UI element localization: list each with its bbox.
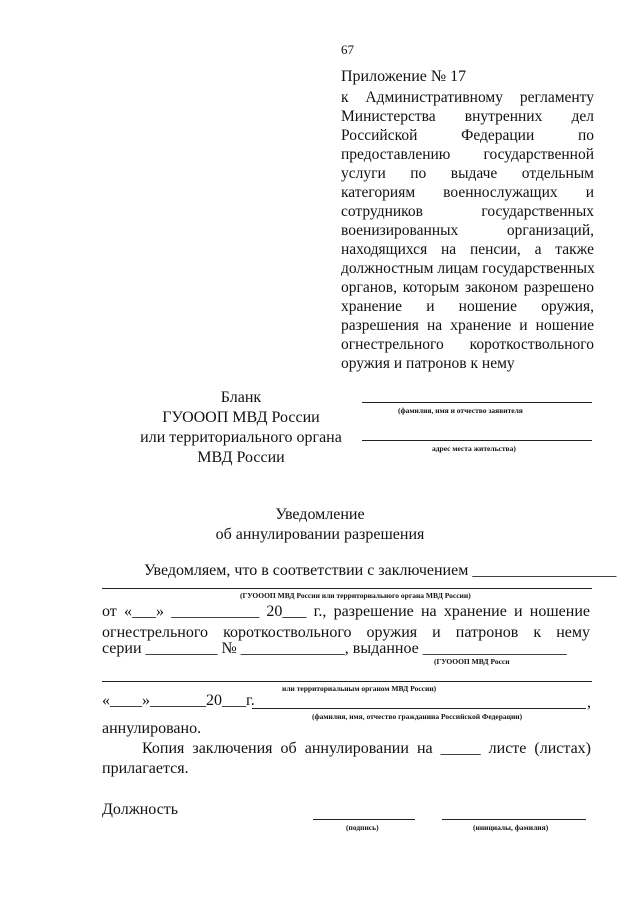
appendix-line: хранение и ношение оружия,	[341, 298, 594, 315]
appendix-line: органов, которым законом разрешено	[341, 279, 594, 296]
conclusion-issuer-line[interactable]	[102, 588, 592, 589]
blank-line: или территориального органа	[140, 429, 342, 446]
notice-subtitle: об аннулировании разрешения	[215, 526, 425, 543]
appendix-line: оружия и патронов к нему	[341, 355, 515, 372]
issuer-caption-a: (ГУОООП МВД Росси	[434, 657, 510, 666]
appendix-line: Министерства внутренних дел	[341, 108, 594, 125]
issuer-caption-b: или территориальным органом МВД России)	[282, 684, 437, 693]
signature-line[interactable]	[313, 819, 415, 820]
appendix-line: сотрудников государственных	[341, 203, 594, 220]
appendix-line: военизированных организаций,	[341, 222, 594, 239]
page-number: 67	[341, 42, 354, 57]
notice-line-2: от «___» ___________ 20___ г., разрешение на хранение и ношение	[102, 603, 590, 620]
appendix-line: услуги по выдаче отдельным	[341, 165, 594, 182]
blank-line: ГУОООП МВД России	[162, 409, 320, 426]
notice-line-8: Копия заключения об аннулировании на _____ листе (листах)	[142, 740, 591, 757]
notice-line-4: серии _________ № _____________, выданное __________________	[102, 640, 567, 657]
citizen-name-caption: (фамилия, имя, отчество гражданина Российской Федерации)	[312, 712, 523, 721]
initials-caption: (инициалы, фамилия)	[473, 823, 549, 832]
appendix-title: Приложение № 17	[341, 68, 467, 85]
signature-caption: (подпись)	[346, 823, 379, 832]
notice-line-3: огнестрельного короткоствольного оружия и патронов к нему	[102, 624, 590, 641]
initials-line[interactable]	[442, 819, 586, 820]
conclusion-issuer-caption: (ГУОООП МВД России или территориального органа МВД России)	[240, 591, 471, 600]
notice-title: Уведомление	[275, 506, 365, 523]
notice-line-6-end: ,	[587, 694, 591, 711]
blank-line: Бланк	[220, 389, 262, 406]
appendix-line: Российской Федерации по	[341, 127, 594, 144]
appendix-line: предоставлению государственной	[341, 146, 594, 163]
position-label: Должность	[102, 801, 179, 818]
applicant-address-line[interactable]	[362, 440, 592, 441]
notice-line-7: аннулировано.	[102, 720, 202, 737]
appendix-line: должностным лицам государственных	[341, 260, 595, 277]
appendix-line: категориям военнослужащих и	[341, 184, 594, 201]
appendix-line: к Административному регламенту	[341, 89, 594, 106]
citizen-name-line[interactable]	[252, 708, 586, 709]
notice-line-9: прилагается.	[102, 760, 189, 777]
issuer-continuation-line[interactable]	[102, 681, 592, 682]
blank-line: МВД России	[197, 449, 285, 466]
appendix-line: огнестрельного короткоствольного	[341, 336, 594, 353]
applicant-name-caption: (фамилия, имя и отчество заявителя	[398, 406, 523, 415]
applicant-name-line[interactable]	[362, 402, 592, 403]
applicant-address-caption: адрес места жительства)	[432, 444, 516, 453]
notice-line-1: Уведомляем, что в соответствии с заключением __________________	[144, 562, 617, 579]
appendix-line: находящихся на пенсии, а также	[341, 241, 594, 258]
notice-line-6-date: «____»_______20___г.	[102, 692, 255, 709]
appendix-line: разрешения на хранение и ношение	[341, 317, 594, 334]
